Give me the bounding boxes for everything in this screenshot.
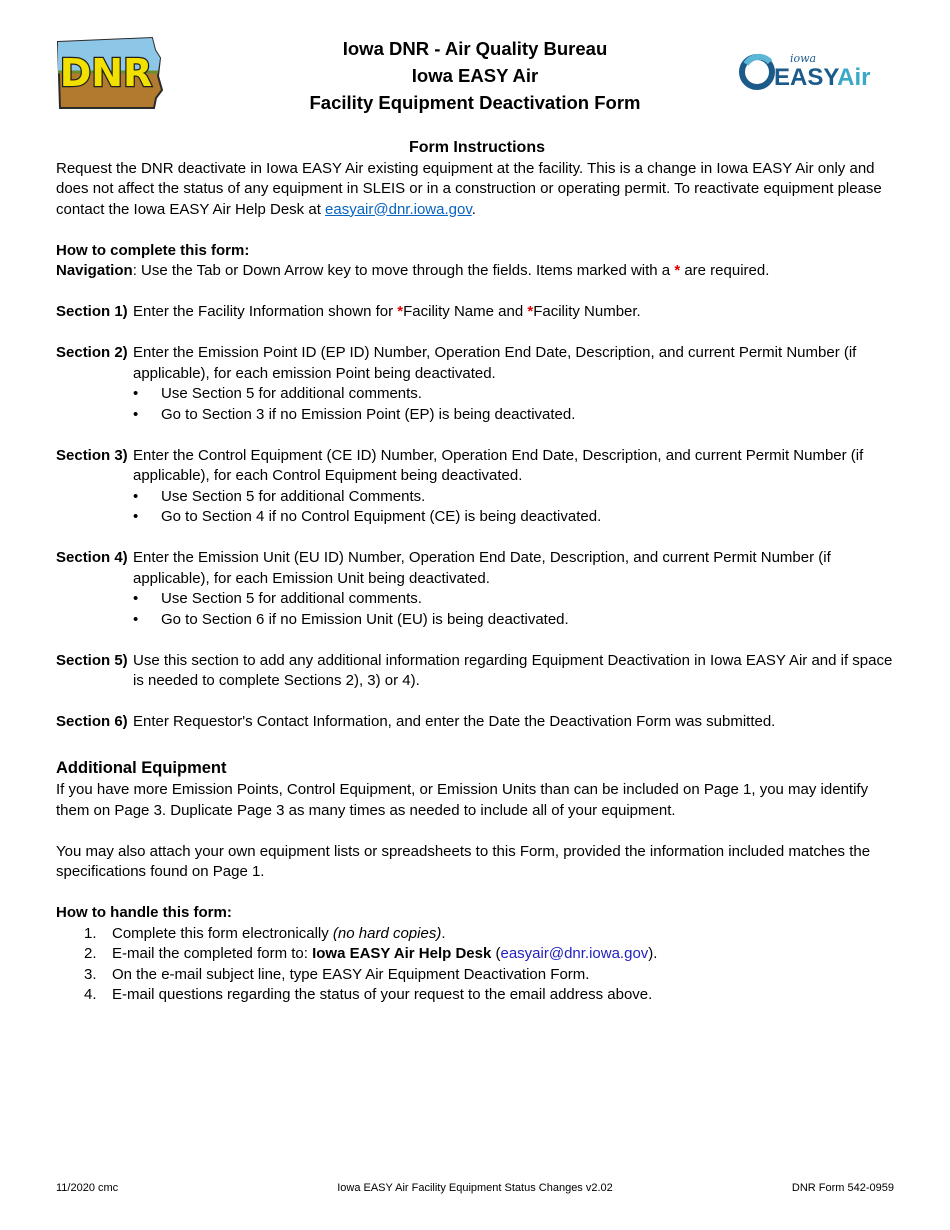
section-2-label: Section 2) <box>56 344 128 361</box>
instructions-title: Form Instructions <box>408 139 545 156</box>
handling-steps <box>56 924 898 1006</box>
section-4-bullets <box>133 589 898 630</box>
list-item: 2. E-mail the completed form to: Iowa EASY Air Help Desk (easyair@dnr.iowa.gov). <box>84 945 658 962</box>
section-3-bullets <box>133 487 898 528</box>
list-item: • Go to Section 4 if no Control Equipment (CE) is being deactivated. <box>133 507 898 528</box>
list-item: • Use Section 5 for additional Comments. <box>133 487 898 508</box>
section-2-bullets <box>133 384 898 425</box>
how-to-complete-heading: How to complete this form: <box>56 241 250 259</box>
required-asterisk: * <box>527 303 534 320</box>
section-1-instructions: Section 1) Enter the Facility Information shown for *Facility Name and *Facility Number. <box>56 302 898 323</box>
list-item: • Go to Section 3 if no Emission Point (EP) is being deactivated. <box>133 405 898 426</box>
help-desk-email[interactable]: easyair@dnr.iowa.gov <box>500 945 649 962</box>
required-asterisk: * <box>397 303 404 320</box>
additional-equipment-heading: Additional Equipment <box>56 759 227 777</box>
svg-text:DNR: DNR <box>59 51 153 95</box>
list-item: 3. On the e-mail subject line, type EASY Air Equipment Deactivation Form. <box>84 965 590 983</box>
section-2-instructions: Section 2) Enter the Emission Point ID (EP ID) Number, Operation End Date, Description, and current Permit Number (if applicable), for each emission Point being deactivated. • Use Section 5 for additional comments. • Go to Section 3 if no Emission Point (EP) is being deactivated. <box>56 343 898 425</box>
footer-form-number: DNR Form 542-0959 <box>791 1182 894 1194</box>
list-item: • Use Section 5 for additional comments. <box>133 384 898 405</box>
section-6-label: Section 6) <box>56 713 128 730</box>
form-header <box>240 35 710 116</box>
list-item: • Go to Section 6 if no Emission Unit (EU) is being deactivated. <box>133 610 898 631</box>
easy-air-swirl-icon <box>738 50 888 92</box>
list-item: • Use Section 5 for additional comments. <box>133 589 898 610</box>
section-5-instructions: Section 5) Use this section to add any additional information regarding Equipment Deactivation in Iowa EASY Air and if space is needed to complete Sections 2), 3) or 4). <box>56 651 898 692</box>
how-to-handle-heading: How to handle this form: <box>56 904 232 921</box>
attachments-paragraph: You may also attach your own equipment lists or spreadsheets to this Form, provided the information included matches the specifications found on Page 1. <box>56 842 871 880</box>
additional-equipment-paragraph: If you have more Emission Points, Control Equipment, or Emission Units than can be included on Page 1, you may identify them on Page 3. Duplicate Page 3 as many times as needed to include all of your equipment. <box>56 781 869 819</box>
required-asterisk: * <box>674 262 681 279</box>
section-3-instructions: Section 3) Enter the Control Equipment (CE ID) Number, Operation End Date, Description, and current Permit Number (if applicable), for each Control Equipment being deactivated. • Use Section 5 for additional Comments. • Go to Section 4 if no Control Equipment (CE) is being deactivated. <box>56 446 898 528</box>
section-4-instructions: Section 4) Enter the Emission Unit (EU ID) Number, Operation End Date, Description, and current Permit Number (if applicable), for each Emission Unit being deactivated. • Use Section 5 for additional comments. • Go to Section 6 if no Emission Unit (EU) is being deactivated. <box>56 548 898 630</box>
section-1-label: Section 1) <box>56 303 128 320</box>
help-desk-email-link[interactable]: easyair@dnr.iowa.gov <box>325 200 472 218</box>
section-4-label: Section 4) <box>56 549 128 566</box>
section-3-label: Section 3) <box>56 446 128 464</box>
header-program: Iowa EASY Air <box>411 65 539 86</box>
dnr-logo <box>56 36 164 110</box>
svg-text:iowa: iowa <box>790 52 817 65</box>
section-6-instructions: Section 6) Enter Requestor's Contact Information, and enter the Date the Deactivation Form was submitted. <box>56 712 898 733</box>
list-item: 4. E-mail questions regarding the status of your request to the email address above. <box>84 986 653 1003</box>
footer-document-title: Iowa EASY Air Facility Equipment Status Changes v2.02 <box>337 1182 613 1194</box>
header-bureau: Iowa DNR - Air Quality Bureau <box>342 38 608 59</box>
footer-date: 11/2020 cmc <box>56 1182 119 1194</box>
navigation-note: Navigation: Use the Tab or Down Arrow key to move through the fields. Items marked with a * are required. <box>56 262 770 279</box>
svg-text:EASYAir: EASYAir <box>774 64 871 91</box>
instructions-body <box>56 138 898 1006</box>
header-form-title: Facility Equipment Deactivation Form <box>309 92 641 113</box>
section-5-label: Section 5) <box>56 651 128 669</box>
list-item: 1. Complete this form electronically (no hard copies). <box>84 924 446 942</box>
instructions-intro: Request the DNR deactivate in Iowa EASY Air existing equipment at the facility. This is a change in Iowa EASY Air only and does not affect the status of any equipment in SLEIS or in a construction or operating permit. To reactivate equipment please contact the Iowa EASY Air Help Desk at easyair@dnr.iowa.gov. <box>56 159 882 218</box>
easy-air-logo <box>738 50 888 92</box>
